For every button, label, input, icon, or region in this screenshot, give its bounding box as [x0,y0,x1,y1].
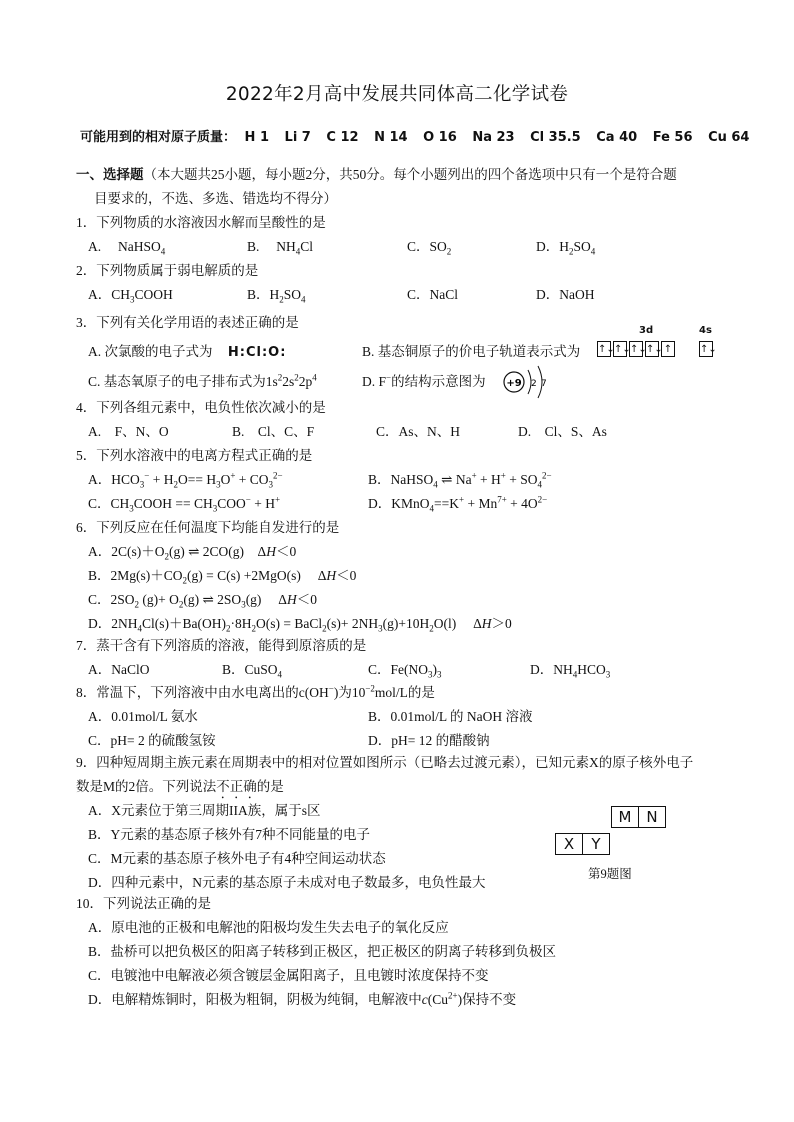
mass-item: Fe 56 [652,130,693,145]
q3-option-c: C. 基态氧原子的电子排布式为$1s^22s^22p^4$ [88,372,317,389]
q8-stem-part: )为10 [333,685,366,700]
section-desc-2: 目要求的，不选、多选、错选均不得分） [94,191,337,206]
q8-option-a: A．0.01mol/L 氨水 [88,709,198,724]
orbital-box: ↑↓ [699,341,713,357]
element-cell-m: M [611,806,639,828]
element-cell-n: N [638,806,666,828]
orbital-box: ↑↓ [629,341,643,357]
q3-option-b-text: B. 基态铜原子的价电子轨道表示式为 [362,344,581,359]
q10-option-d: D．电解精炼铜时，阳极为粗铜，阴极为纯铜，电解液中$c(Cu^{2+})$保持不变 [88,990,517,1007]
q1-option-c: C．$SO_2$ [407,239,452,257]
fluoride-structure-diagram [500,362,550,402]
orbital-box: ↑ [661,341,675,357]
q4-option-a: A. F、N、O [88,424,169,439]
shell-1-count: 2 [531,379,537,389]
q2-option-c: C．NaCl [407,287,459,302]
figure-9-caption: 第9题图 [588,867,632,881]
q8-option-b: B．0.01mol/L 的 NaOH 溶液 [368,709,533,724]
q4-option-b: B. Cl、C、F [232,424,315,439]
orbital-box: ↑↓ [597,341,611,357]
element-cell-y: Y [582,833,610,855]
q1-option-d: D．$H_2SO_4$ [536,239,596,257]
q2-option-d: D．NaOH [536,287,595,302]
q5-option-c: C．$CH_3COOH == CH_3COO^- + H^+$ [88,494,281,514]
orbital-box: ↑↓ [613,341,627,357]
q9-option-d: D．四种元素中，N元素的基态原子未成对电子数最多，电负性最大 [88,875,486,890]
orbital-3d-label: 3d [639,325,654,336]
q7-option-c: C．$Fe(NO_3)_3$ [368,662,442,680]
question-2-stem: 2．下列物质属于弱电解质的是 [76,263,259,278]
hclo-lewis-formula: H:Cl:O: [227,345,287,360]
q9-option-b: B．Y元素的基态原子核外有7种不同能量的电子 [88,827,371,842]
element-cell-x: X [555,833,583,855]
q3-option-d-text: D. F [362,374,387,389]
mass-item: C 12 [326,130,359,145]
q7-option-b: B．CuSO$_4$ [222,662,283,680]
q1-option-b: B. $NH_4Cl$ [247,239,314,257]
mass-item: Cl 35.5 [530,130,581,145]
q3-option-d-tail: 的结构示意图为 [391,374,486,389]
q6-option-b: B．$2Mg(s)+CO_2(g) = C(s) +2MgO(s)$ ΔH＜0 [88,568,357,586]
section-heading [76,163,677,183]
q2-option-b: B．$H_2SO_4$ [247,287,306,305]
q7-option-d: D．$NH_4HCO_3$ [530,662,611,680]
mass-item: N 14 [374,130,408,145]
q10-option-a: A．原电池的正极和电解池的阳极均发生失去电子的氧化反应 [88,920,449,935]
q10-option-c: C．电镀池中电解液必须含镀层金属阳离子，且电镀时浓度保持不变 [88,968,489,983]
question-9-stem-2 [76,775,284,802]
question-7-stem: 7．蒸干含有下列溶质的溶液，能得到原溶质的是 [76,638,367,653]
q3-option-a-text: A. 次氯酸的电子式为 [88,344,213,359]
q4-option-c: C．As、N、H [376,424,461,439]
q4-option-d: D. Cl、S、As [518,424,607,439]
question-8-stem: 8．常温下，下列溶液中由水电离出的c(OH−)为$10^{-2}mol/L$的是 [76,683,435,700]
q9-stem-emphasis: 不正确 [216,779,257,794]
question-6-stem: 6．下列反应在任何温度下均能自发进行的是 [76,520,340,535]
mass-item: Cu 64 [708,130,750,145]
atomic-masses-label: 可能用到的相对原子质量： [80,130,237,145]
q10-option-d-tail: 保持不变 [462,992,517,1007]
q6-option-c: C．$2SO_2$ $(g)+ O_2(g)$ ⇌ $2SO_3(g)$ ΔH＜0 [88,592,317,610]
question-4-stem: 4．下列各组元素中，电负性依次减小的是 [76,400,326,415]
q5-option-d: D．KMnO$_4$==K+ + $Mn^{7+} + 4O^{2-}$ [368,494,548,514]
shell-2-count: 7 [541,379,547,389]
question-5-stem: 5．下列水溶液中的电离方程式正确的是 [76,448,313,463]
mass-item: Li 7 [284,130,311,145]
q3-option-d: D. F−的结构示意图为 [362,372,486,389]
q10-option-b: B．盐桥可以把负极区的阳离子转移到正极区，把正极区的阴离子转移到负极区 [88,944,557,959]
q7-option-a: A．NaClO [88,662,150,677]
section-title: 一、选择题 [76,167,144,182]
q5-option-b: B．NaHSO$_4$ ⇌ $Na^+ + H^+ + SO_4^{2-}$ [368,470,552,490]
q6-option-a: A．$2C(s)+O_2(g)$ ⇌ 2CO(g) ΔH＜0 [88,544,297,562]
page-title: 2022年2月高中发展共同体高二化学试卷 [225,84,569,105]
q8-stem-part: 8．常温下，下列溶液中由水电离出的c(OH [76,685,329,700]
question-10-stem: 10．下列说法正确的是 [76,896,211,911]
orbital-4s-label: 4s [699,325,712,336]
q3-option-c-text: C. 基态氧原子的电子排布式为 [88,374,266,389]
question-1-stem: 1．下列物质的水溶液因水解而呈酸性的是 [76,215,326,230]
q9-stem-part: 数是M的2倍。下列说法 [76,779,217,794]
question-9-stem-1: 9．四种短周期主族元素在周期表中的相对位置如图所示（已略去过渡元素），已知元素X的原子核外电子 [76,755,694,770]
q5-option-a: A．$HCO_3^- + H_2O== H_3O^+ + CO_3^{2-}$ [88,470,283,490]
atomic-masses [80,126,760,145]
section-desc: （本大题共25小题，每小题2分，共50分。每个小题列出的四个备选项中只有一个是符合题 [143,167,677,182]
q6-option-d: D．$2NH_4Cl(s)+Ba(OH)_2\cdot 8H_2O(s)$ = BaCl$_2$(s)+ $2NH_3(g)+10H_2O(l)$ ΔH＞0 [88,616,512,634]
q8-option-c: C．pH= 2 的硫酸氢铵 [88,733,216,748]
q8-stem-part: mol/L的是 [374,685,435,700]
mass-item: Na 23 [472,130,515,145]
q9-option-a: A．X元素位于第三周期IIA族，属于s区 [88,803,321,818]
mass-item: Ca 40 [596,130,638,145]
q8-option-d: D．pH= 12 的醋酸钠 [368,733,490,748]
q2-option-a: A．$CH_3COOH$ [88,287,173,305]
q1-option-a: A. NaHSO$_4$ [88,239,166,257]
q10-option-d-text: D．电解精炼铜时，阳极为粗铜，阴极为纯铜，电解液中 [88,992,422,1007]
q9-option-c: C．M元素的基态原子核外电子有4种空间运动状态 [88,851,386,866]
orbital-box: ↑↓ [645,341,659,357]
mass-item: H 1 [244,130,269,145]
q3-option-a [88,340,286,360]
mass-item: O 16 [423,130,457,145]
q9-stem-part: 的是 [256,779,284,794]
question-3-stem: 3．下列有关化学用语的表述正确的是 [76,315,299,330]
nucleus-charge: +9 [506,378,522,389]
